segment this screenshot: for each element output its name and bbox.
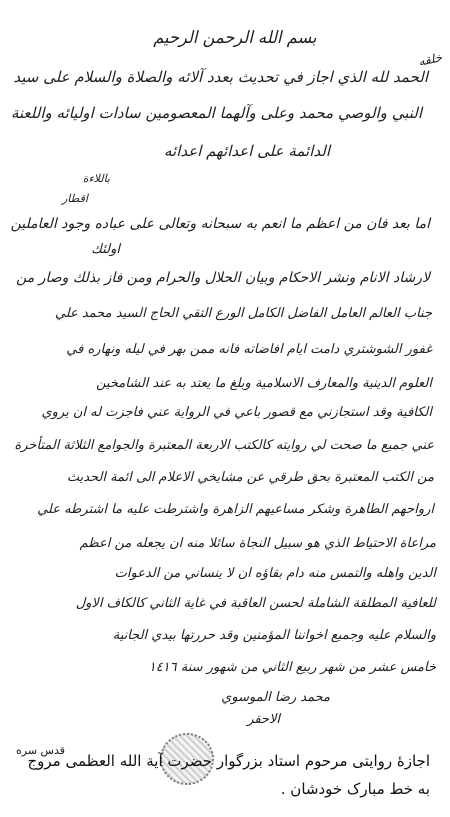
margin-note: باللاءة <box>82 172 110 185</box>
manuscript-line: الحمد لله الذي اجاز في تحديث بعدد آلائه والصلاة والسلام على سيد <box>13 68 428 86</box>
manuscript-line: العلوم الدينية والمعارف الاسلامية وبلغ ما يعتد به عند الشامخين <box>96 376 432 391</box>
manuscript-line: غفور الشوشتري دامت ايام افاضاته فانه ممن بهر في ليله ونهاره في <box>66 342 432 357</box>
caption-honorific: قدس سره <box>15 744 65 757</box>
manuscript-line: الكافية وقد استجازني مع قصور باعي في الرواية عني فاجزت له ان يروي <box>41 405 432 420</box>
margin-note-top-right: خلقه <box>417 50 444 69</box>
margin-note: اقطار <box>61 192 88 205</box>
manuscript-line: الدائمة على اعدائهم اعدائه <box>164 142 330 160</box>
manuscript-line: لارشاد الانام ونشر الاحكام وبيان الحلال والحرام ومن فاز بذلك وصار من <box>16 270 430 286</box>
manuscript-line: اولئك <box>91 242 120 257</box>
manuscript-line: مراعاة الاحتياط الذي هو سبيل النجاة سائلا منه ان يجعله من اعظم <box>79 536 436 551</box>
manuscript-line: خامس عشر من شهر ربيع الثاني من شهور سنة ١٤١٦ <box>148 660 436 675</box>
manuscript-line: الدين واهله والتمس منه دام بقاؤه ان لا ينساني من الدعوات <box>114 566 436 581</box>
basmala-heading: بسم الله الرحمن الرحيم <box>153 28 317 48</box>
manuscript-line: من الكتب المعتبرة بحق طرقي عن مشايخي الاعلام الى ائمة الحديث <box>66 470 434 485</box>
manuscript-line: النبي والوصي محمد وعلى وآلهما المعصومين سادات اوليائه واللعنة <box>10 104 422 122</box>
manuscript-line: اما بعد فان من اعظم ما انعم به سبحانه وتعالى على عباده وجود العاملين <box>10 216 430 232</box>
manuscript-line: جناب العالم العامل الفاضل الكامل الورع التقي الحاج السيد محمد علي <box>54 306 432 321</box>
caption-line: به خط مبارک خودشان . <box>280 780 430 798</box>
signature-name: محمد رضا الموسوي <box>221 690 330 705</box>
manuscript-line: والسلام عليه وجميع اخواننا المؤمنين وقد حررتها بيدي الجانية <box>112 628 436 643</box>
manuscript-line: ارواحهم الطاهرة وشكر مساعيهم الزاهرة واشترطت عليه ما اشترطه علي <box>37 502 434 517</box>
manuscript-line: للعافية المطلقة الشاملة لحسن العاقبة في غاية الثاني كالكاف الاول <box>75 596 436 611</box>
signature-title: الاحقر <box>247 712 280 727</box>
manuscript-line: عني جميع ما صحت لي روايته كالكتب الاربعة المعتبرة والجوامع الثلاثة المتأخرة <box>14 438 434 453</box>
caption-line: اجازهٔ روایتی مرحوم استاد بزرگوار حضرت آیة الله العظمی مروج <box>27 752 430 770</box>
